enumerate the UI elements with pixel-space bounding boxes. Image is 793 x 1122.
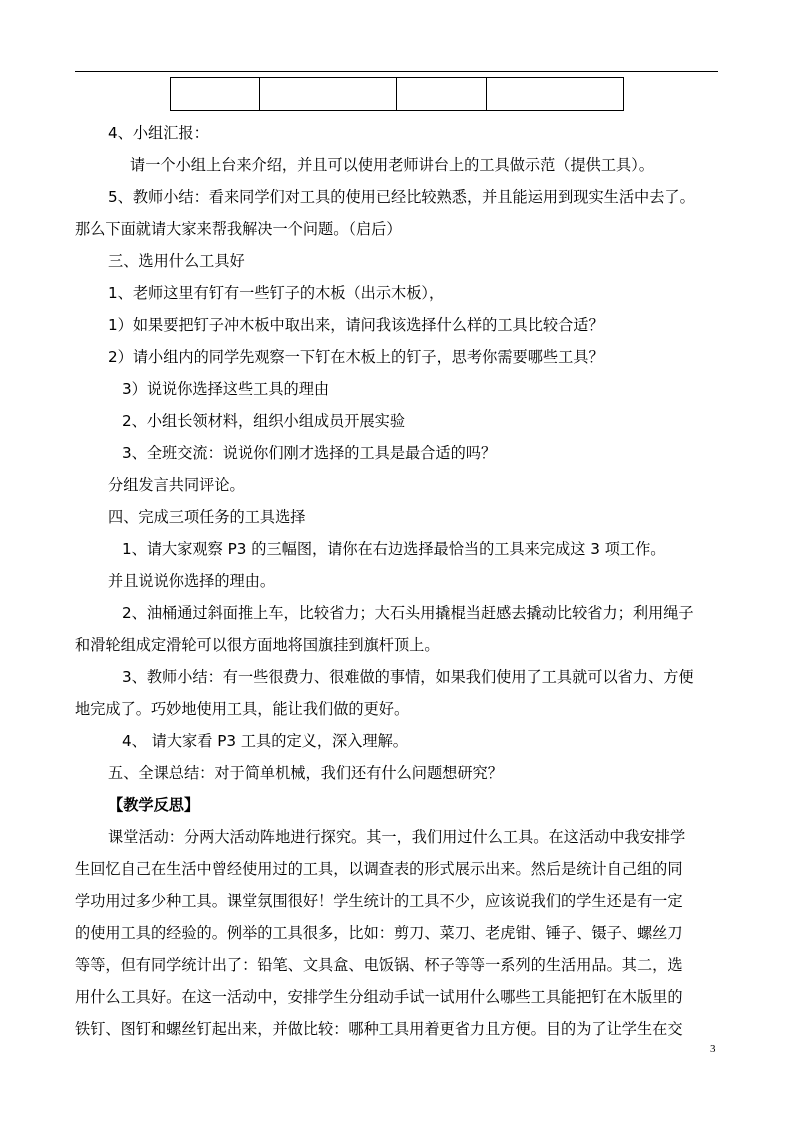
text-line: 请一个小组上台来介绍，并且可以使用老师讲台上的工具做示范（提供工具）。: [130, 156, 654, 174]
table-cell: [397, 78, 487, 111]
table-cell: [171, 78, 260, 111]
table-fragment: [170, 77, 624, 111]
text-line: 2）请小组内的同学先观察一下钉在木板上的钉子，思考你需要哪些工具？: [108, 348, 604, 366]
text-line: 1、请大家观察 P3 的三幅图，请你在右边选择最恰当的工具来完成这 3 项工作。: [122, 540, 666, 558]
table-row: [171, 78, 624, 111]
text-line: 等等，但有同学统计出了：铅笔、文具盒、电饭锅、杯子等等一系列的生活用品。其二，选: [75, 956, 683, 974]
page-number: 3: [710, 1043, 716, 1055]
text-line: 2、小组长领材料，组织小组成员开展实验: [122, 412, 406, 430]
text-line: 3、教师小结：有一些很费力、很难做的事情，如果我们使用了工具就可以省力、方便: [122, 668, 694, 686]
section-heading: 三、选用什么工具好: [108, 252, 245, 270]
text-line: 和滑轮组成定滑轮可以很方面地将国旗挂到旗杆顶上。: [75, 636, 440, 654]
text-line: 分组发言共同评论。: [108, 476, 245, 494]
text-line: 5、教师小结：看来同学们对工具的使用已经比较熟悉，并且能运用到现实生活中去了。: [108, 188, 695, 206]
reflection-heading: 【教学反思】: [108, 796, 200, 814]
text-line: 的使用工具的经验的。例举的工具很多，比如：剪刀、菜刀、老虎钳、锤子、镊子、螺丝刀: [75, 924, 683, 942]
text-line: 3）说说你选择这些工具的理由: [122, 380, 330, 398]
text-line: 地完成了。巧妙地使用工具，能让我们做的更好。: [75, 700, 410, 718]
text-line: 4、 请大家看 P3 工具的定义，深入理解。: [122, 732, 408, 750]
text-line: 并且说说你选择的理由。: [108, 572, 276, 590]
text-line: 铁钉、图钉和螺丝钉起出来，并做比较：哪种工具用着更省力且方便。目的为了让学生在交: [75, 1020, 683, 1038]
table-cell: [487, 78, 624, 111]
text-line: 2、油桶通过斜面推上车，比较省力；大石头用撬棍当赶感去撬动比较省力；利用绳子: [122, 604, 694, 622]
text-line: 生回忆自己在生活中曾经使用过的工具，以调查表的形式展示出来。然后是统计自己组的同: [75, 860, 683, 878]
section-heading: 五、全课总结：对于简单机械，我们还有什么问题想研究？: [108, 764, 503, 782]
text-line: 4、小组汇报：: [108, 124, 209, 142]
text-line: 那么下面就请大家来帮我解决一个问题。（启后）: [75, 220, 402, 238]
text-line: 学功用过多少种工具。课堂氛围很好！学生统计的工具不少，应该说我们的学生还是有一定: [75, 892, 683, 910]
text-line: 1）如果要把钉子冲木板中取出来，请问我该选择什么样的工具比较合适？: [108, 316, 604, 334]
section-heading: 四、完成三项任务的工具选择: [108, 508, 306, 526]
table-cell: [260, 78, 397, 111]
text-line: 1、老师这里有钉有一些钉子的木板（出示木板），: [108, 284, 445, 302]
text-line: 课堂活动：分两大活动阵地进行探究。其一，我们用过什么工具。在这活动中我安排学: [108, 828, 686, 846]
header-rule: [75, 71, 718, 72]
text-line: 用什么工具好。在这一活动中，安排学生分组动手试一试用什么哪些工具能把钉在木版里的: [75, 988, 683, 1006]
text-line: 3、全班交流：说说你们刚才选择的工具是最合适的吗？: [122, 444, 497, 462]
